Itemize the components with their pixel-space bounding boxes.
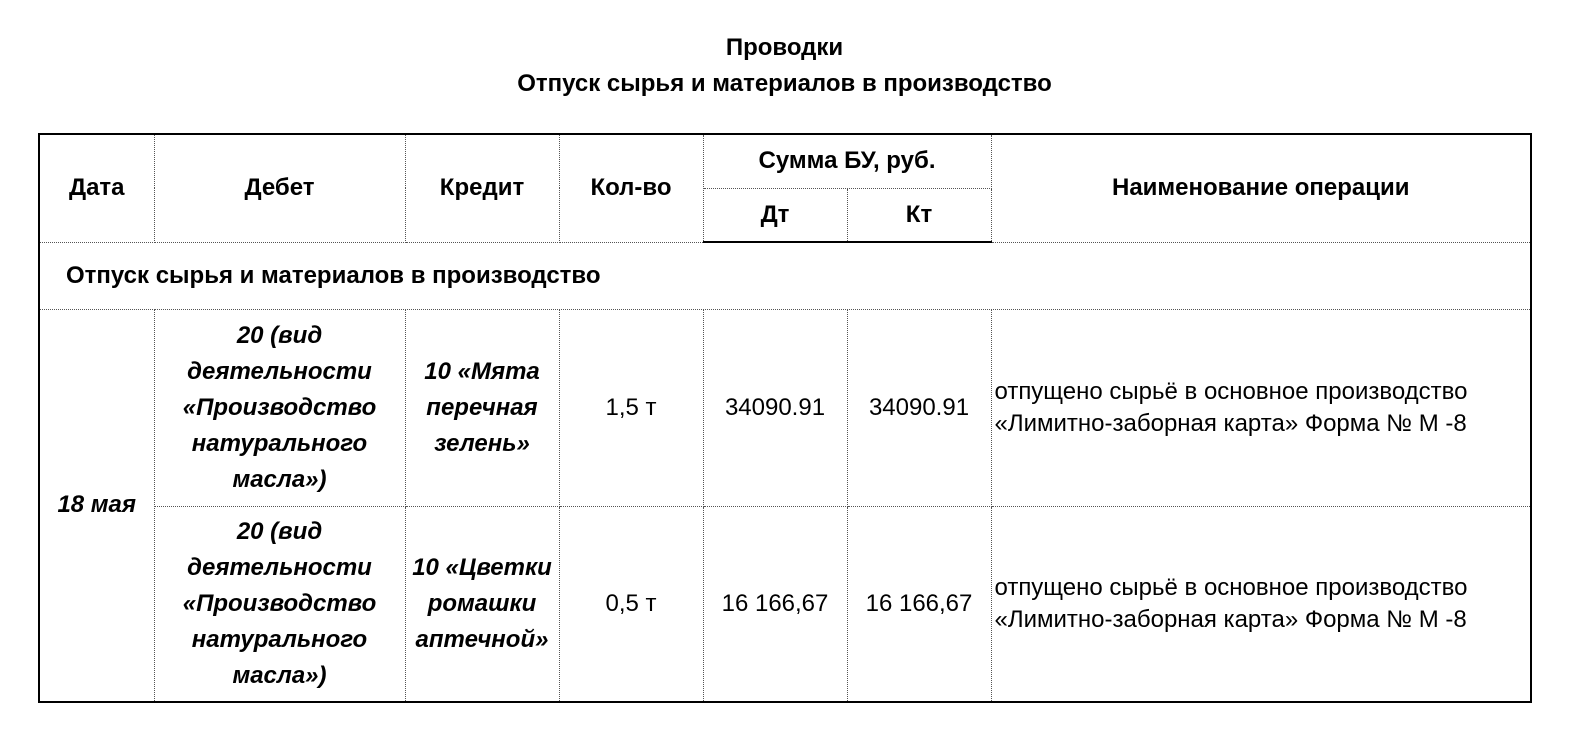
debit-line: 20 (вид (236, 321, 323, 349)
header-sum-credit: Кт (847, 188, 991, 242)
operation-cell (991, 309, 1531, 506)
postings-table (38, 133, 1532, 703)
section-title: Отпуск сырья и материалов в производство (39, 242, 1531, 309)
operation-line: отпущено сырьё в основное производство (994, 377, 1468, 405)
operation-line: «Лимитно-заборная карта» Форма № М -8 (994, 409, 1467, 437)
header-credit: Кредит (405, 134, 559, 242)
sum-credit-cell: 16 166,67 (847, 506, 991, 702)
sum-debit-cell: 34090.91 (703, 309, 847, 506)
operation-line: отпущено сырьё в основное производство (994, 573, 1468, 601)
credit-line: перечная (426, 393, 538, 421)
credit-line: аптечной» (415, 625, 549, 653)
header-quantity: Кол-во (559, 134, 703, 242)
header-sum-debit: Дт (703, 188, 847, 242)
credit-line: ромашки (427, 589, 537, 617)
credit-line: 10 «Цветки (412, 553, 552, 581)
debit-line: деятельности (187, 357, 372, 385)
debit-cell (154, 506, 405, 702)
title-line-2: Отпуск сырья и материалов в производство (517, 70, 1052, 97)
credit-line: 10 «Мята (424, 357, 540, 385)
header-date: Дата (39, 134, 154, 242)
quantity-cell: 1,5 т (559, 309, 703, 506)
debit-line: натурального (191, 429, 368, 457)
operation-cell (991, 506, 1531, 702)
debit-line: деятельности (187, 553, 372, 581)
table-row (39, 309, 1531, 506)
debit-line: масла») (232, 465, 327, 493)
operation-line: «Лимитно-заборная карта» Форма № М -8 (994, 605, 1467, 633)
header-sum-group: Сумма БУ, руб. (703, 134, 991, 188)
debit-line: натурального (191, 625, 368, 653)
header-operation: Наименование операции (991, 134, 1531, 242)
document-title (0, 30, 1569, 102)
header-debit: Дебет (154, 134, 405, 242)
table-row (39, 506, 1531, 702)
sum-credit-cell: 34090.91 (847, 309, 991, 506)
debit-line: масла») (232, 661, 327, 689)
quantity-cell: 0,5 т (559, 506, 703, 702)
date-cell: 18 мая (39, 309, 154, 702)
credit-cell (405, 309, 559, 506)
title-line-1: Проводки (725, 34, 844, 61)
credit-line: зелень» (434, 429, 530, 457)
debit-line: «Производство (182, 589, 377, 617)
debit-line: 20 (вид (236, 517, 323, 545)
credit-cell (405, 506, 559, 702)
sum-debit-cell: 16 166,67 (703, 506, 847, 702)
debit-cell (154, 309, 405, 506)
debit-line: «Производство (182, 393, 377, 421)
